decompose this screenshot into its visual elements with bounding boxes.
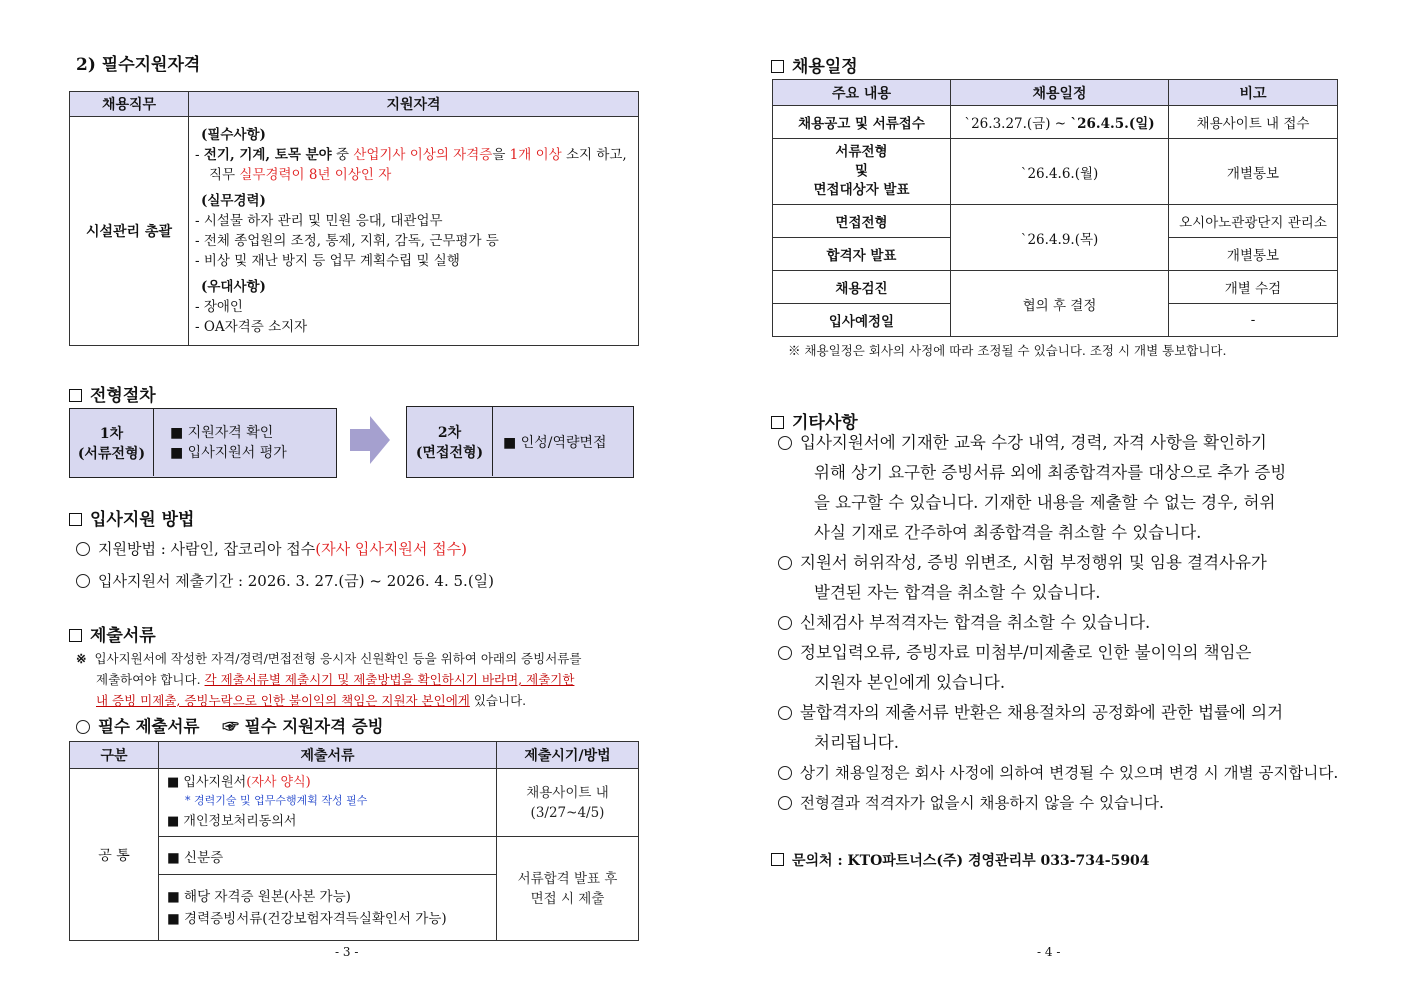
header-qualification: 지원자격 <box>189 92 639 117</box>
schedule-table <box>772 79 1338 337</box>
exp-item: - 시설물 하자 관리 및 민원 응대, 대관업무 <box>195 213 443 229</box>
schedule-item: 합격자 발표 <box>773 238 951 271</box>
when-line: 면접 시 제출 <box>530 890 605 907</box>
when-line: 서류합격 발표 후 <box>517 870 618 887</box>
required-docs-title: 필수 제출서류 ☞ 필수 지원자격 증빙 <box>76 713 384 737</box>
etc-item: 입사지원서에 기재한 교육 수강 내역, 경력, 자격 사항을 확인하기 위해 상기 요구한 증빙서류 외에 최종합격자를 대상으로 추가 증빙 을 요구할 수 있습니다. 기재한 내용을 제출할 수 없는 경우, 허위 사실 기재로 간주하여 최종합격을 취소할 수 있습니다. <box>778 428 1348 548</box>
doc-item: ■ 신분증 <box>159 837 497 875</box>
step2-item: ■ 인성/역량면접 <box>503 435 607 451</box>
header-docs: 제출서류 <box>159 742 497 769</box>
etc-item: 불합격자의 제출서류 반환은 채용절차의 공정화에 관한 법률에 의거 처리됩니다. <box>778 698 1348 758</box>
circle-bullet-icon <box>778 706 792 720</box>
docs-note: ※ 입사지원서에 작성한 자격/경력/면접전형 응시자 신원확인 등을 위하여 아래의 증빙서류를 제출하여야 합니다. 각 제출서류별 제출시기 및 제출방법을 확인하시기 바라며, 제출기한 내 증빙 미제출, 증빙누락으로 인한 불이익의 책임은 지원자 본인에게 있습니다. <box>76 651 582 708</box>
schedule-note: 개별통보 <box>1169 139 1338 205</box>
when-line: (3/27~4/5) <box>530 804 605 821</box>
circle-bullet-icon <box>76 542 90 556</box>
qualification-table <box>69 91 639 346</box>
step1-item: ■ 입사지원서 평가 <box>170 445 287 461</box>
docs-table <box>69 741 639 941</box>
etc-item: 신체검사 부적격자는 합격을 취소할 수 있습니다. <box>778 608 1348 638</box>
circle-bullet-icon <box>76 720 90 734</box>
pointing-hand-icon: ☞ <box>222 717 239 736</box>
circle-bullet-icon <box>778 646 792 660</box>
checkbox-square-icon <box>69 389 82 402</box>
exp-heading: (실무경력) <box>201 193 266 209</box>
schedule-item: 채용검진 <box>773 271 951 304</box>
section-title-schedule: 채용일정 <box>771 52 858 77</box>
circle-bullet-icon <box>778 436 792 450</box>
pref-heading: (우대사항) <box>201 279 266 295</box>
pref-item: - 장애인 <box>195 299 243 315</box>
schedule-note: 오시아노관광단지 관리소 <box>1169 205 1338 238</box>
doc-item: ■ 개인정보처리동의서 <box>167 814 297 829</box>
step1-sub: (서류전형) <box>77 445 146 462</box>
schedule-date: `26.4.6.(월) <box>951 139 1169 205</box>
step1-label: 1차 <box>99 425 124 442</box>
contact-info: 문의처 : KTO파트너스(주) 경영관리부 033-734-5904 <box>771 850 1150 870</box>
doc-item: ■ 입사지원서(자사 양식) <box>167 775 311 790</box>
schedule-item: 채용공고 및 서류접수 <box>773 106 951 139</box>
checkbox-square-icon <box>69 513 82 526</box>
process-step-1 <box>69 408 337 478</box>
etc-item: 전형결과 적격자가 없을시 채용하지 않을 수 있습니다. <box>778 788 1348 818</box>
header-item: 주요 내용 <box>773 80 951 106</box>
header-when: 제출시기/방법 <box>497 742 639 769</box>
schedule-date: `26.3.27.(금) ~ `26.4.5.(일) <box>951 106 1169 139</box>
circle-bullet-icon <box>778 556 792 570</box>
section-title-etc: 기타사항 <box>771 408 858 433</box>
checkbox-square-icon <box>771 853 784 866</box>
must-line-2: 직무 실무경력이 8년 이상인 자 <box>209 167 392 183</box>
must-line-1: - 전기, 기계, 토목 분야 중 산업기사 이상의 자격증을 1개 이상 소지 하고, <box>195 147 627 163</box>
page-number-left: - 3 - <box>335 945 359 959</box>
doc-item: ■ 경력증빙서류(건강보험자격득실확인서 가능) <box>167 910 447 927</box>
step1-item: ■ 지원자격 확인 <box>170 425 274 441</box>
doc-item: ■ 해당 자격증 원본(사본 가능) <box>167 888 351 905</box>
exp-item: - 전체 종업원의 조정, 통제, 지휘, 감독, 근무평가 등 <box>195 233 499 249</box>
circle-bullet-icon <box>778 766 792 780</box>
etc-item: 지원서 허위작성, 증빙 위변조, 시험 부정행위 및 임용 결격사유가 발견된 자는 합격을 취소할 수 있습니다. <box>778 548 1348 608</box>
step2-sub: (면접전형) <box>415 444 484 461</box>
schedule-item: 서류전형 및 면접대상자 발표 <box>773 139 951 205</box>
schedule-date: 협의 후 결정 <box>951 271 1169 337</box>
checkbox-square-icon <box>771 60 784 73</box>
schedule-note: 개별통보 <box>1169 238 1338 271</box>
step2-label: 2차 <box>437 424 462 441</box>
right-arrow-icon <box>350 416 390 464</box>
apply-method: 지원방법 : 사람인, 잡코리아 접수(자사 입사지원서 접수) <box>76 538 467 559</box>
schedule-note: 채용사이트 내 접수 <box>1169 106 1338 139</box>
circle-bullet-icon <box>778 796 792 810</box>
etc-item: 정보입력오류, 증빙자료 미첨부/미제출로 인한 불이익의 책임은 지원자 본인에게 있습니다. <box>778 638 1348 698</box>
schedule-footnote: ※ 채용일정은 회사의 사정에 따라 조정될 수 있습니다. 조정 시 개별 통보합니다. <box>788 343 1227 358</box>
schedule-note: 개별 수검 <box>1169 271 1338 304</box>
pref-item: - OA자격증 소지자 <box>195 319 308 335</box>
when-line: 채용사이트 내 <box>526 784 609 801</box>
process-step-2 <box>406 406 634 478</box>
section-title-apply: 입사지원 방법 <box>69 505 194 530</box>
circle-bullet-icon <box>76 574 90 588</box>
checkbox-square-icon <box>69 629 82 642</box>
schedule-date: `26.4.9.(목) <box>951 205 1169 271</box>
section-title-qualification: 2) 필수지원자격 <box>76 55 201 75</box>
job-title: 시설관리 총괄 <box>70 117 189 346</box>
apply-period: 입사지원서 제출기간 : 2026. 3. 27.(금) ~ 2026. 4. 5.(일) <box>76 570 494 591</box>
category-common: 공 통 <box>70 769 159 941</box>
doc-item-note: * 경력기술 및 업무수행계획 작성 필수 <box>185 794 368 807</box>
page-number-right: - 4 - <box>1037 945 1061 959</box>
section-title-docs: 제출서류 <box>69 621 156 646</box>
schedule-item: 입사예정일 <box>773 304 951 337</box>
must-heading: (필수사항) <box>201 127 266 143</box>
section-title-process: 전형절차 <box>69 381 156 406</box>
schedule-item: 면접전형 <box>773 205 951 238</box>
etc-list <box>778 428 1348 818</box>
header-category: 구분 <box>70 742 159 769</box>
circle-bullet-icon <box>778 616 792 630</box>
header-job: 채용직무 <box>70 92 189 117</box>
header-note: 비고 <box>1169 80 1338 106</box>
schedule-note: - <box>1169 304 1338 337</box>
exp-item: - 비상 및 재난 방지 등 업무 계획수립 및 실행 <box>195 253 460 269</box>
header-date: 채용일정 <box>951 80 1169 106</box>
etc-item: 상기 채용일정은 회사 사정에 의하여 변경될 수 있으며 변경 시 개별 공지합니다. <box>778 758 1348 788</box>
